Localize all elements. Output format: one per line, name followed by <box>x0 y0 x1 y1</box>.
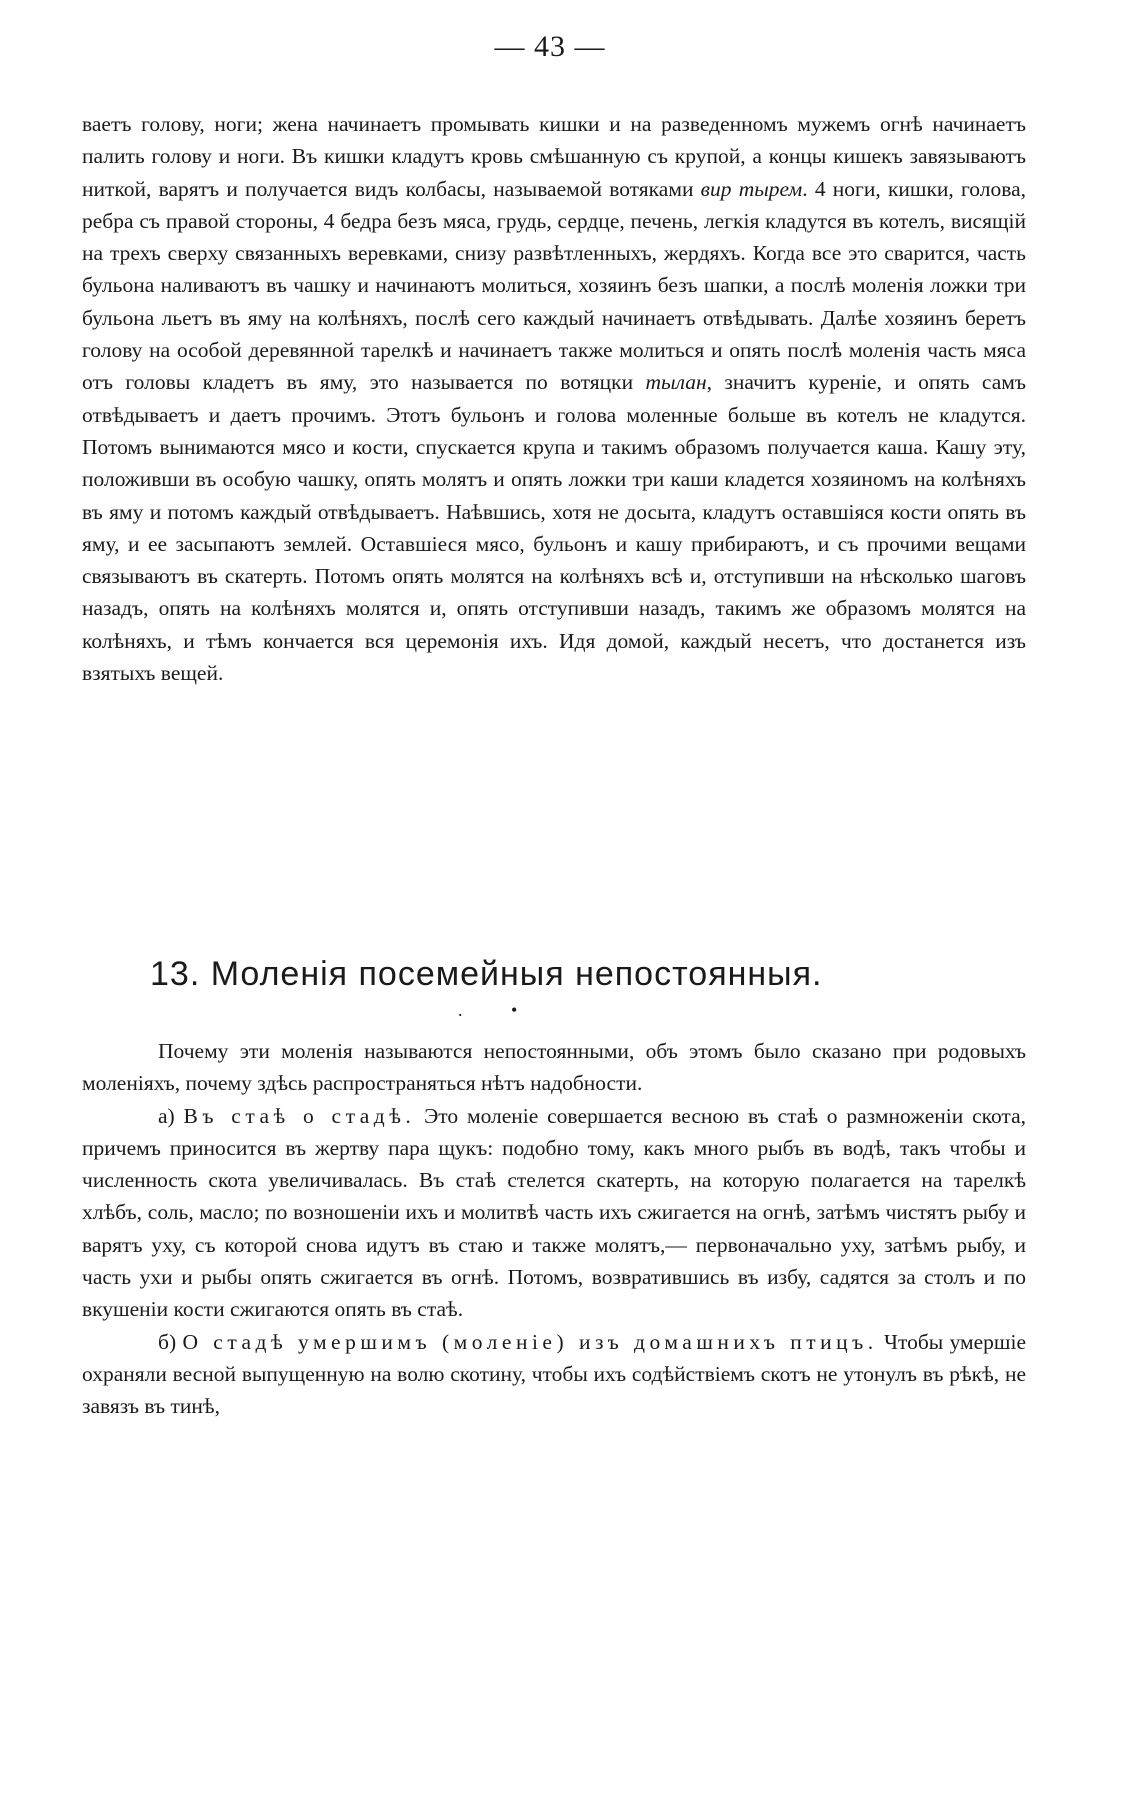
paragraph-text-part2: . 4 ноги, кишки, голова, ребра съ правой стороны, 4 бедра безъ мяса, грудь, сердце, печень, легкія кладутся въ котелъ, висящій на трехъ сверху связанныхъ веревками, снизу развѣтленныхъ, жердяхъ. Когда все это сварится, часть бульона наливаютъ въ чашку и начинаютъ молиться, хозяинъ безъ шапки, а послѣ моленія ложки три бульона льетъ въ яму на колѣняхъ, послѣ сего каждый начинаетъ отвѣдывать. Далѣе хозяинъ беретъ голову на особой деревянной тарелкѣ и начинаетъ также молиться и опять послѣ моленія часть мяса отъ головы кладетъ въ яму, это называется по вотяцки <box>82 176 1026 395</box>
paragraph-text <box>82 108 1026 689</box>
subsection-a-heading: Въ стаѣ о стадѣ. <box>183 1103 416 1128</box>
italic-term-vir-tyrem: вир тырем <box>700 176 803 201</box>
subsection-b-text: Чтобы умершіе охраняли весной выпущенную на волю скотину, чтобы ихъ содѣйствіемъ скотъ не утонулъ въ рѣкѣ, не завязъ въ тинѣ, <box>82 1329 1026 1419</box>
subsection-a-text: Это моленіе совершается весною въ стаѣ о размноженіи скота, причемъ приносится въ жертву пара щукъ: подобно тому, какъ много рыбъ въ водѣ, такъ чтобы и численность скота увеличивалась. Въ стаѣ стелется скатерть, на которую полагается на тарелкѣ хлѣбъ, соль, масло; по возношеніи ихъ и молитвѣ часть ихъ сжигается на огнѣ, затѣмъ чистятъ рыбу и варятъ уху, съ которой снова идутъ въ стаю и также молятъ,— первоначально уху, затѣмъ рыбу, и часть ухи и рыбы опять сжигается въ огнѣ. Потомъ, возвратившись въ избу, садятся за столъ и по вкушеніи кости сжигаются опять въ стаѣ. <box>82 1103 1027 1322</box>
paragraph-text-part1: ваетъ голову, ноги; жена начинаетъ промывать кишки и на разведенномъ мужемъ огнѣ начинаетъ палить голову и ноги. Въ кишки кладутъ кровь смѣшанную съ крупой, а концы кишекъ завязываютъ ниткой, варятъ и получается видъ колбасы, называемой вотяками <box>82 112 1026 201</box>
subsection-b-heading: О стадѣ умершимъ (моленіе) изъ домашнихъ птицъ. <box>182 1329 878 1354</box>
section-heading: 13. Моленія посемейныя непостоянныя. <box>150 955 823 993</box>
subsection-a-marker: а) <box>158 1103 175 1128</box>
page-number: — 43 — <box>494 30 606 63</box>
decorative-dots: . • <box>458 1000 540 1020</box>
subsection-b-marker: б) <box>158 1329 177 1354</box>
section-intro: Почему эти моленія называются непостоянными, объ этомъ было сказано при родовыхъ моленіяхъ, почему здѣсь распространяться нѣтъ надобности. <box>82 1039 1026 1096</box>
subsection-b <box>82 1326 1026 1423</box>
italic-term-tylan: тылан <box>645 370 707 395</box>
paragraph-text-part3: , значитъ куреніе, и опять самъ отвѣдываетъ и даетъ прочимъ. Этотъ бульонъ и голова моленные больше въ котелъ не кладутся. Потомъ вынимаются мясо и кости, спускается крупа и такимъ образомъ получается каша. Кашу эту, положивши въ особую чашку, опять молятъ и опять ложки три каши кладется хозяиномъ на колѣняхъ въ яму и потомъ каждый отвѣдываетъ. Наѣвшись, хотя не досыта, кладутъ оставшіяся кости опять въ яму, и ее засыпаютъ землей. Оставшіеся мясо, бульонъ и кашу прибираютъ, и съ прочими вещами связываютъ въ скатерть. Потомъ опять молятся на колѣняхъ всѣ и, отступивши на нѣсколько шаговъ назадъ, опять на колѣняхъ молятся и, опять отступивши назадъ, такимъ же образомъ молятся на колѣняхъ, и тѣмъ кончается вся церемонія ихъ. Идя домой, каждый несетъ, что достанется изъ взятыхъ вещей. <box>82 370 1026 686</box>
section-body <box>82 1035 1026 1423</box>
paragraph-continued <box>82 108 1026 689</box>
subsection-a <box>82 1100 1026 1326</box>
